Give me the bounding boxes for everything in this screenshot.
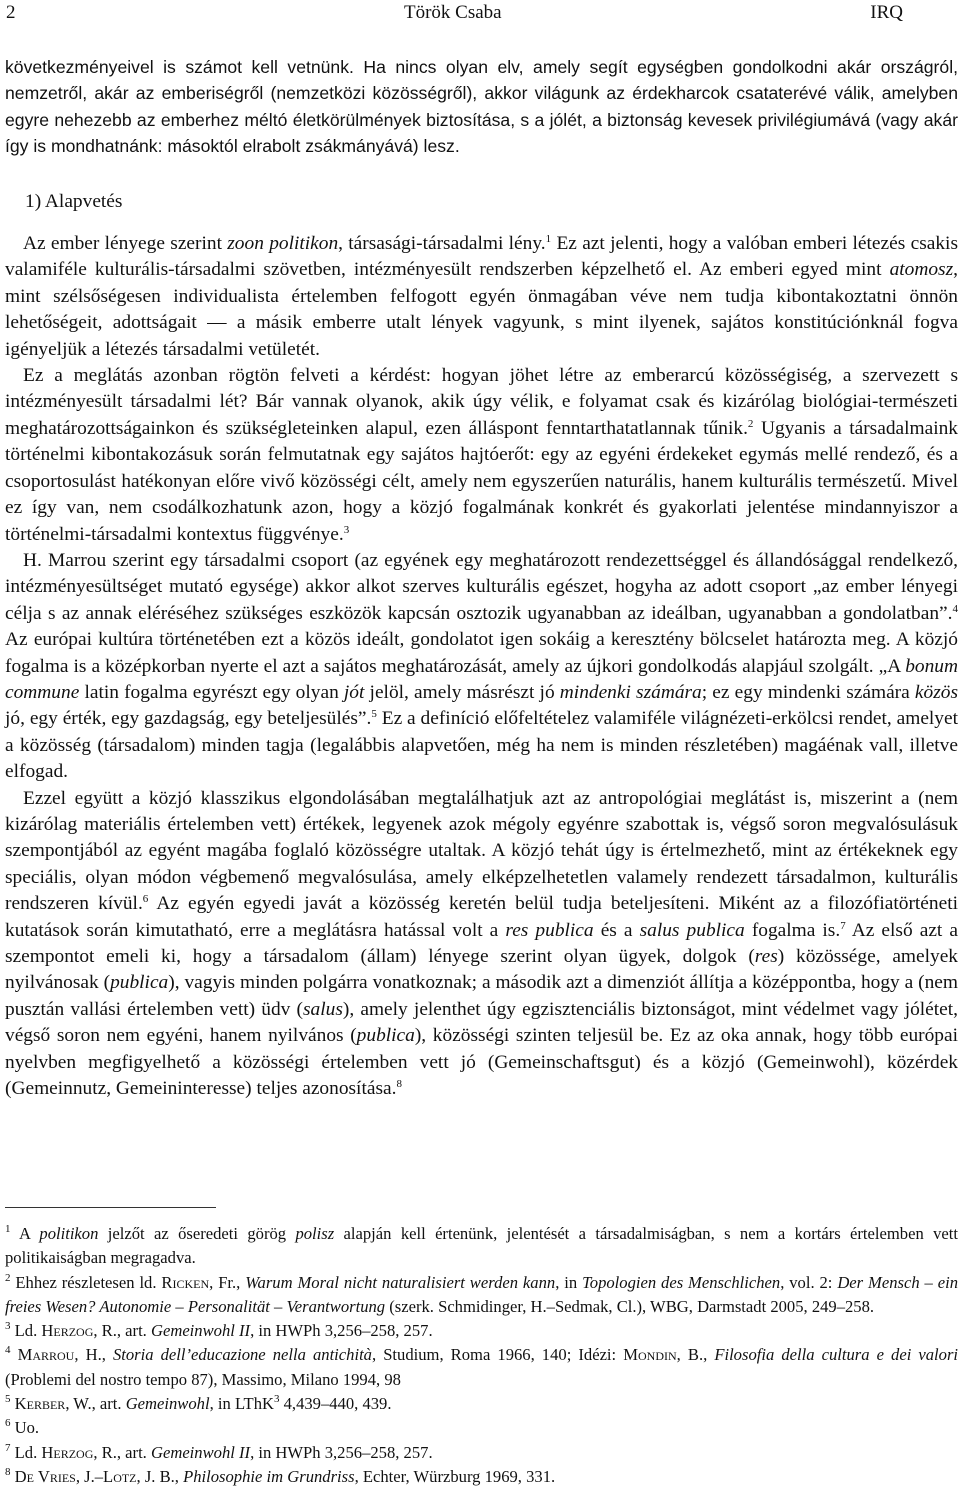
paragraph-1: Az ember lényege szerint zoon politikon, társasági-társadalmi lény.$^1$ Ez azt jelenti, hogy a valóban emberi létezés csakis valamiféle kulturális-társadalmi szövetben, intézményesült rendszerben képzelhető el. Az emberi egyed mint atomosz, mint szélsőségesen individualista értelemben felfogott egyén önmagában véve nem tudja kibontakoztatni önnön lehetőségeit, adottságait — a másik emberre utalt lények vagyunk, s mint ilyenek, sajátos konstitúciónknál fogva igényeljük a létezés társadalmi vetületét. [5, 233, 958, 360]
footnote-ref[interactable]: 8 [396, 1078, 402, 1091]
running-author: Török Csaba [404, 2, 502, 23]
footnote-ref[interactable]: 3 [343, 523, 350, 536]
body-text [5, 54, 958, 1102]
running-header [5, 0, 958, 30]
footnote-ref[interactable]: 5 [371, 708, 377, 721]
footnotes [5, 1222, 958, 1489]
paragraph-3: H. Marrou szerint egy társadalmi csoport (az egyének egy meghatározott rendezettséggel és állandósággal rendelkező, intézményesültséget mutató egysége) akkor alkot szerves kulturális egészet, hogyha az adott csoport „az ember lényegi célja s az annak eléréséhez szükséges eszközök kapcsán osztozik ugyanabban az ideálban, ugyanabban a gondolatban”.$^4$ Az európai kultúra történetében ezt a közös ideált, gondolatot igen sokáig a keresztény bölcselet határozta meg. A közjó fogalma is a középkorban nyerte el azt a sajátos meghatározását, amely az újkori gondolkodás alapjául szolgált. „A bonum commune latin fogalma egyrészt egy olyan jót jelöl, amely másrészt jó mindenki számára; ez egy mindenki számára közös jó, egy érték, egy gazdagság, egy beteljesülés”.$^5$ Ez a definíció előfeltételez valamiféle világnézeti-erkölcsi rendet, amelyet a közösség (társadalom) minden tagja (legalábbis alapvetően, még ha nem is minden részletében) magáénak vall, illetve elfogad. [5, 549, 958, 783]
footnote-3: $^3$ Ld. Herzog, R., art. Gemeinwohl II, in HWPh 3,256–258, 257. [5, 1320, 433, 1341]
footnote-1: $^1$ A politikon jelzőt az őseredeti görög polisz alapján kell értenünk, jelentését a társadalmiságban, s nem a kortárs értelemben vett politikaiságban megragadva. [5, 1223, 959, 1268]
footnote-ref[interactable]: 2 [747, 417, 754, 430]
footnote-ref[interactable]: 7 [840, 919, 846, 932]
document-page [5, 0, 959, 1486]
footnote-4: $^4$ Marrou, H., Storia dell’educazione nella antichità, Studium, Roma 1966, 140; Idézi: Mondin, B., Filosofia della cultura e dei valori (Problemi del nostro tempo 87), Massimo, Milano 1994, 98 [5, 1344, 959, 1389]
footnote-6: $^6$ Uo. [5, 1417, 40, 1438]
journal-name: IRQ [870, 2, 903, 23]
footnote-2: $^2$ Ehhez részletesen ld. Ricken, Fr., Warum Moral nicht naturalisiert werden kann, in Topologien des Menschlichen, vol. 2: Der Mensch – ein freies Wesen? Autonomie – Personalität – Verantwortung (szerk. Schmidinger, H.–Sedmak, Cl.), WBG, Darmstadt 2005, 249–258. [5, 1271, 958, 1316]
section-heading: 1) Alapvetés [25, 190, 123, 212]
paragraph-4: Ezzel együtt a közjó klasszikus elgondolásában megtalálhatjuk azt az antropológiai meglátást is, miszerint a (nem kizárólag materiális értelemben vett) értékek, legyenek azok mégoly egyénre szabottak is, végső soron megvalósulásuk szempontjából az egyént magába foglaló közösségre utaltak. A közjó tehát úgy is értelmezhető, mint az értékeknek egy speciális, olyan módon végbemenő megvalósulása, amely elképzelhetetlen valamely rendezett társadalmon, kulturális rendszeren kívül.$^6$ Az egyén egyedi javát a közösség keretén belül tudja beteljesíteni. Miként az a filozófiatörténeti kutatások során kimutatható, erre a meglátásra hatással volt a res publica és a salus publica fogalma is.$^7$ Az első azt a szempontot emeli ki, hogy a társadalom (állam) lényege szerint olyan ügyek, dolgok (res) közössége, amelyek nyilvánosak (publica), vagyis minden polgárra vonatkoznak; a második azt a dimenziót állítja a középpontba, hogy a (nem pusztán vallási értelemben vett) üdv (salus), amely jelenthet úgy egzisztenciális biztonságot, mint védelmet vagy jólétet, végső soron nem egyéni, hanem nyilvános (publica), közösségi szinten teljesül be. Ez az oka annak, hogy több európai nyelvben megfigyelhető a közösségi értelemben vett jó (Gemeinschaftsgut) és a közjó (Gemeinwohl), közérdek (Gemeinnutz, Gemeininteresse) teljes azonosítása.$^8$ [5, 787, 959, 1100]
paragraph-intro: következményeivel is számot kell vetnünk. Ha nincs olyan elv, amely segít egységben gondolkodni akár országról, nemzetről, akár az emberiségről (nemzetközi közösségről), akkor világunk az érdekharcok csataterévé válik, amelyben egyre nehezebb az emberhez méltó életkörülmények biztosítása, s a jólét, a biztonság kevesek privilégiumává (vagy akár így is mondhatnánk: másoktól elrabolt zsákmányává) lesz. [5, 57, 958, 157]
footnote-ref[interactable]: 4 [952, 602, 958, 615]
footnote-ref[interactable]: 1 [545, 233, 552, 246]
footnote-separator [5, 1207, 216, 1208]
footnote-8: $^8$ De Vries, J.–Lotz, J. B., Philosophie im Grundriss, Echter, Würzburg 1969, 331. [5, 1465, 556, 1486]
page-number: 2 [6, 2, 16, 23]
footnote-ref[interactable]: 6 [142, 893, 149, 906]
footnote-5: $^5$ Kerber, W., art. Gemeinwohl, in LThK$^3$ 4,439–440, 439. [5, 1393, 392, 1414]
paragraph-2: Ez a meglátás azonban rögtön felveti a kérdést: hogyan jöhet létre az emberarcú közösségiség, a szervezett s intézményesült társadalmi lét? Bár vannak olyanok, akik úgy vélik, e folyamat csak és kizárólag biológiai-természeti meghatározottságainkon és szükségleteinken alapul, ezen álláspont fenntarthatatlannak tűnik.$^2$ Ugyanis a társadalmaink történelmi kibontakozásuk során felmutatnak egy sajátos hajtóerőt: egy az egyéni érdekeket egymás mellé rendező, és a csoportosulást hatékonyan előre vivő közösségi célt, amely nem egyszerűen naturális, hanem kulturális természetű. Mivel ez így van, nem csodálkozhatunk azon, hogy a közjó fogalmának konkrét és gyakorlati jelentése mindannyiszor a történelmi-társadalmi kontextus függvénye.$^3$ [5, 365, 958, 545]
footnote-7: $^7$ Ld. Herzog, R., art. Gemeinwohl II, in HWPh 3,256–258, 257. [5, 1441, 433, 1462]
